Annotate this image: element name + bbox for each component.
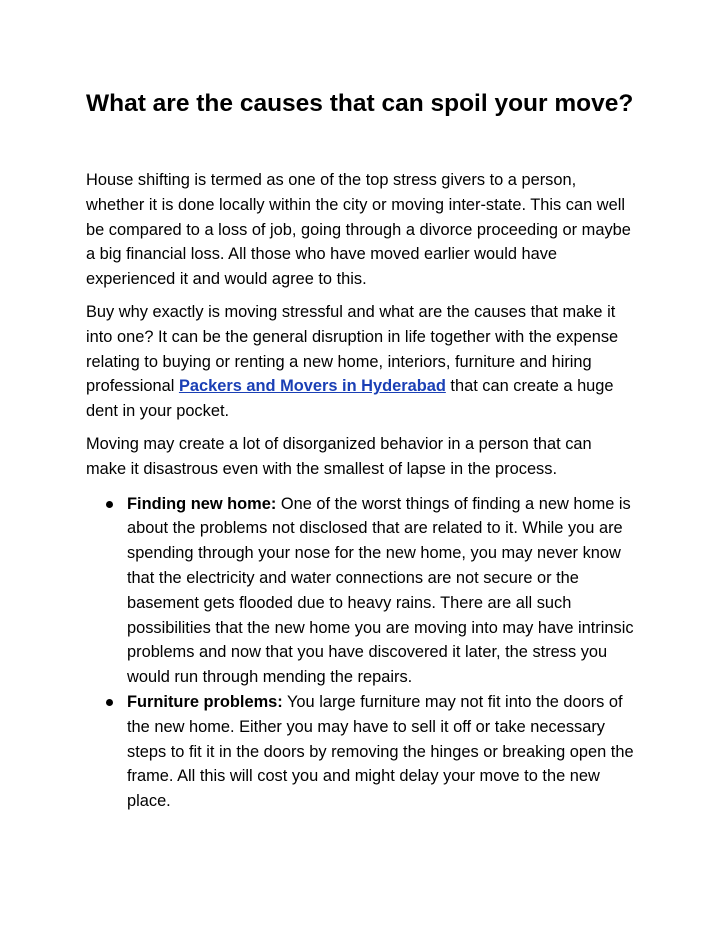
packers-movers-link[interactable]: Packers and Movers in Hyderabad bbox=[178, 377, 446, 396]
paragraph-causes-text-start: Buy why exactly is moving stressful and what are the causes that make it into one? It can be the general disruption in life together with the expense relating to buying or renting a new home, interiors, furniture and hiring professional bbox=[86, 302, 619, 396]
paragraph-disorganized: Moving may create a lot of disorganized behavior in a person that can make it disastrous even with the smallest of lapse in the process. bbox=[86, 434, 592, 478]
page-title: What are the causes that can spoil your move? bbox=[86, 90, 634, 117]
list-item-text: One of the worst things of finding a new home is about the problems not disclosed that are related to it. While you are spending through your nose for the new home, you may never know that the electricity and water connections are not secure or the basement gets flooded due to heavy rains. There are all such possibilities that the new home you are moving into may have intrinsic problems and now that you have discovered it later, the stress you would run through mending the repairs. bbox=[127, 494, 634, 687]
list-item bbox=[127, 492, 634, 690]
bullet-icon bbox=[106, 699, 113, 706]
list-item-text: You large furniture may not fit into the doors of the new home. Either you may have to sell it off or take necessary steps to fit it in the doors by removing the hinges or breaking open the frame. All this will cost you and might delay your move to the new place. bbox=[127, 692, 634, 811]
bullet-icon bbox=[106, 501, 113, 508]
causes-list bbox=[86, 492, 634, 814]
paragraph-causes bbox=[86, 300, 634, 424]
paragraph-intro: House shifting is termed as one of the top stress givers to a person, whether it is done locally within the city or moving inter-state. This can well be compared to a loss of job, going through a divorce proceeding or maybe a big financial loss. All those who have moved earlier would have experienced it and would agree to this. bbox=[86, 171, 631, 289]
list-item-term: Furniture problems: bbox=[127, 692, 283, 711]
paragraph-causes-text-end: that can create a huge dent in your pocket. bbox=[86, 377, 614, 421]
list-item bbox=[127, 690, 634, 814]
list-item-term: Finding new home: bbox=[127, 494, 277, 513]
